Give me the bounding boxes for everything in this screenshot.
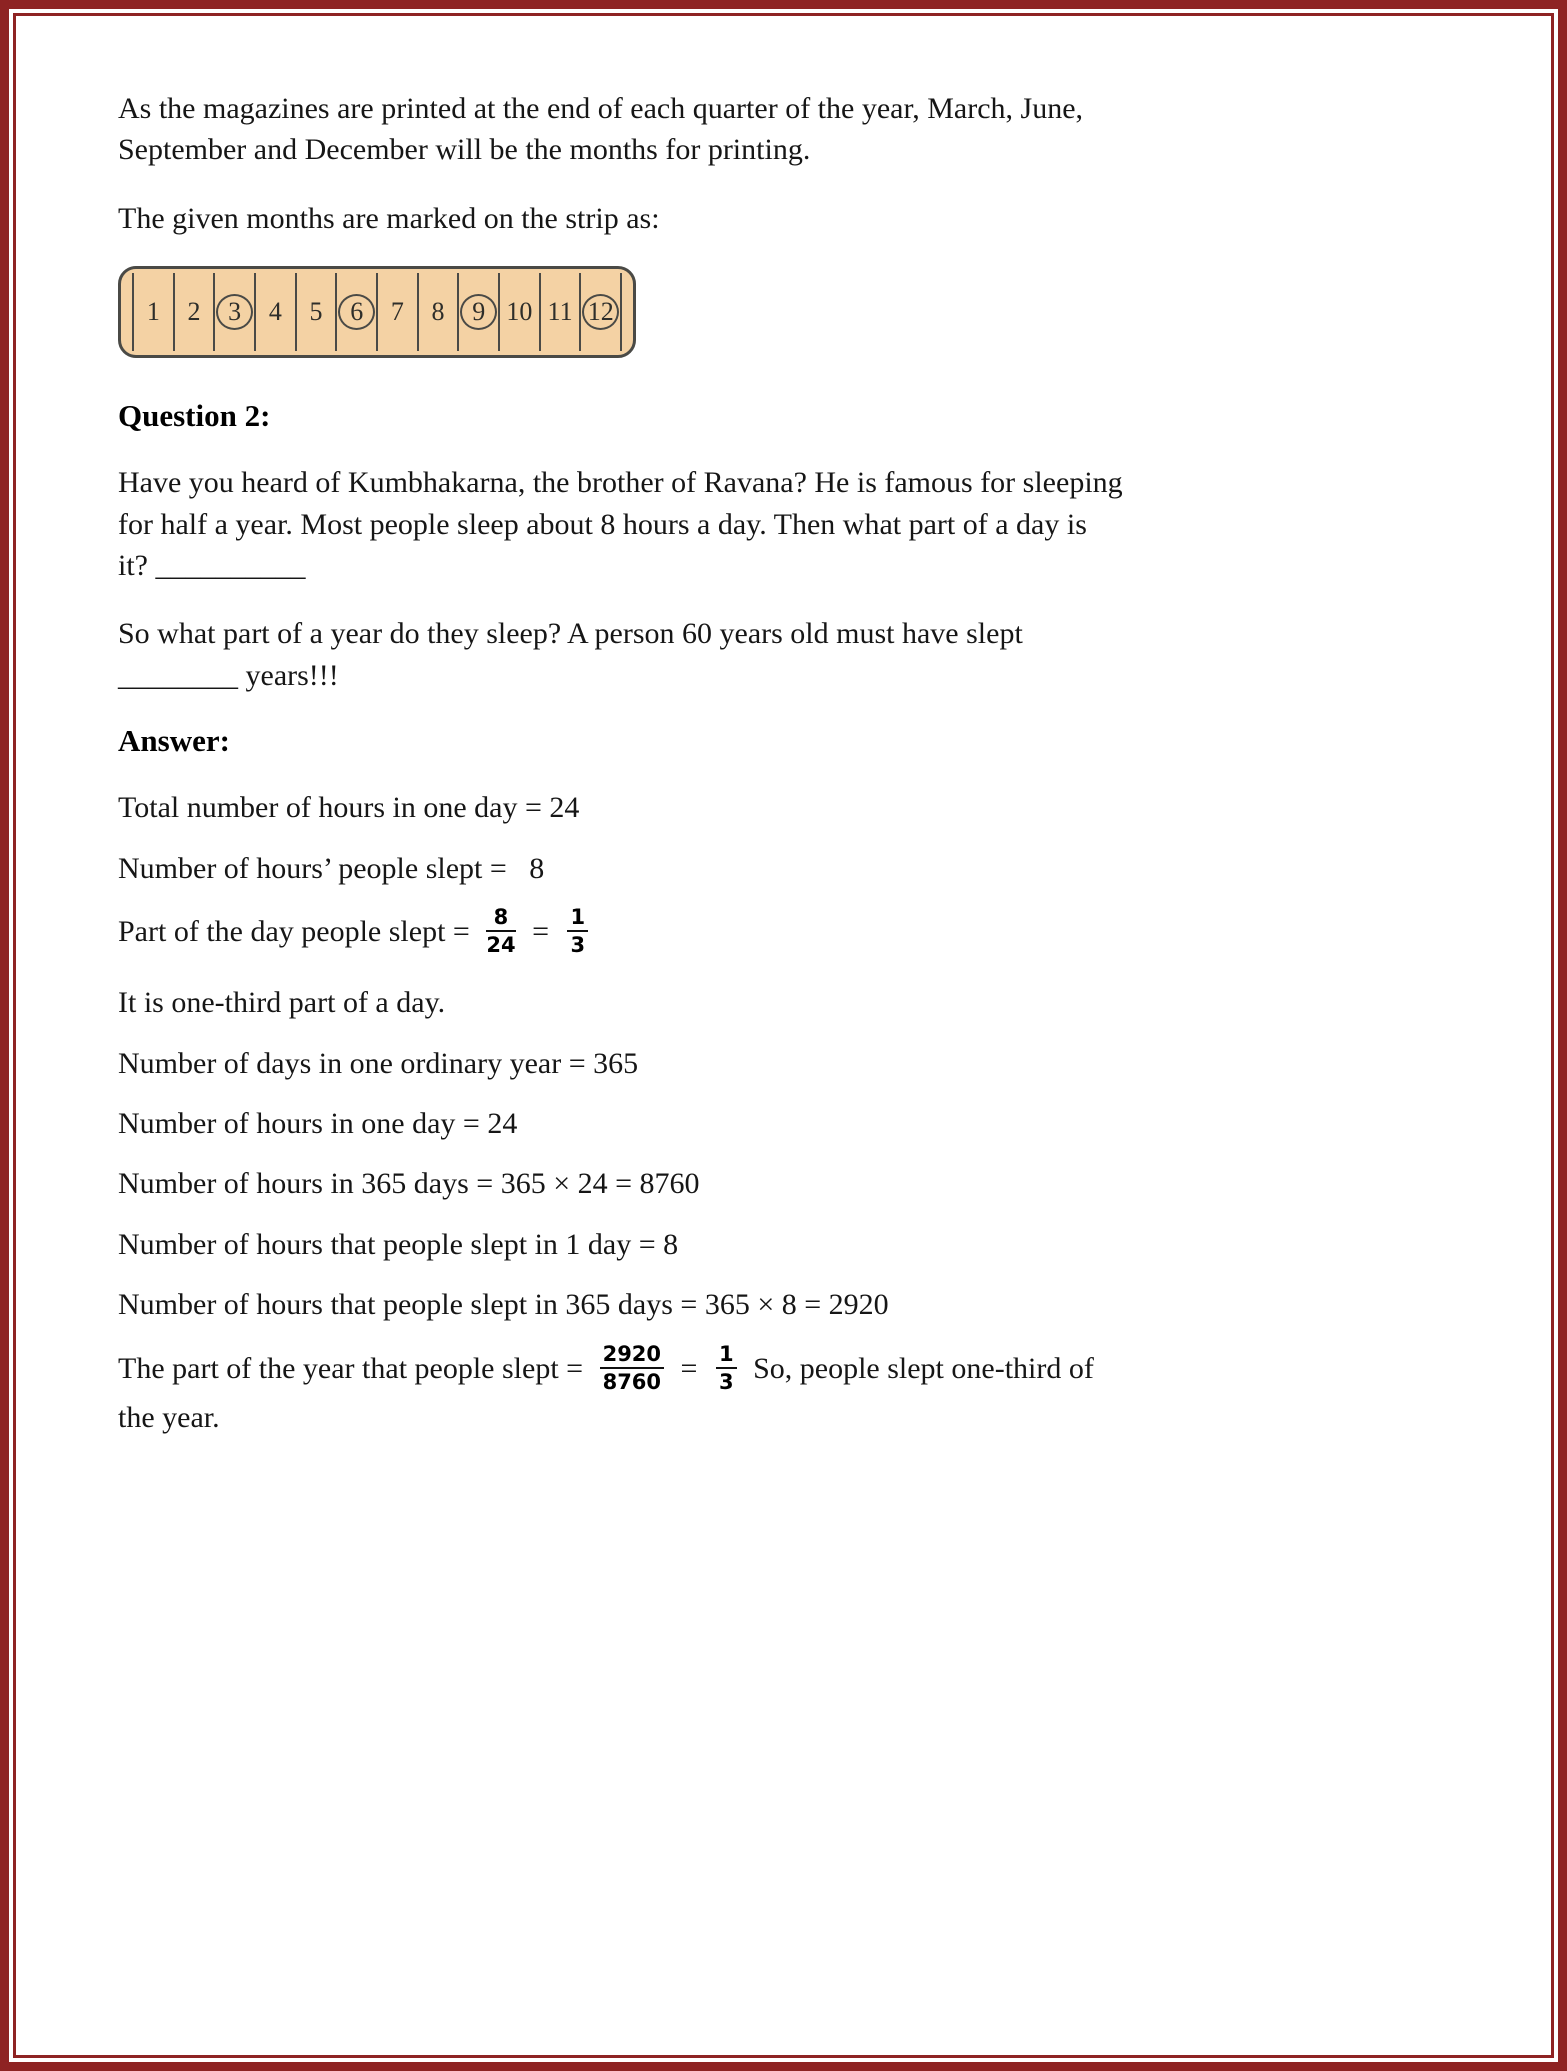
strip-cell — [297, 273, 338, 351]
fraction-denominator: 8760 — [602, 1369, 662, 1394]
fraction-denominator: 3 — [718, 1369, 734, 1394]
strip-cell — [419, 273, 460, 351]
circled-month-number: 12 — [582, 294, 619, 330]
fraction-denominator: 24 — [486, 933, 516, 958]
month-number: 1 — [146, 297, 160, 327]
part-of-year-text: The part of the year that people slept = — [118, 1351, 584, 1385]
answer-line-one-third-day: It is one-third part of a day. — [118, 986, 446, 1020]
answer-line-part-of-day — [118, 904, 1124, 960]
circled-month-number: 9 — [460, 294, 497, 330]
fraction-numerator: 1 — [716, 1342, 737, 1369]
month-number: 5 — [309, 297, 323, 327]
month-number: 10 — [506, 297, 533, 327]
page-inner-border — [13, 13, 1554, 2058]
answer-line-hours-in-365-days: Number of hours in 365 days = 365 × 24 = 8760 — [118, 1167, 700, 1201]
fraction-denominator: 3 — [570, 933, 586, 958]
fraction-2920-over-8760 — [600, 1342, 664, 1394]
answer-line-total-hours: Total number of hours in one day = 24 — [118, 791, 580, 825]
month-number: 7 — [390, 297, 404, 327]
intro-paragraph-2: The given months are marked on the strip as: — [118, 201, 660, 235]
circled-month-number: 3 — [216, 294, 253, 330]
strip-cell — [459, 273, 500, 351]
month-number: 2 — [187, 297, 201, 327]
answer-line-hours-slept: Number of hours’ people slept = 8 — [118, 851, 545, 885]
strip-cell — [541, 273, 582, 351]
strip-cell — [378, 273, 419, 351]
fraction-1-over-3 — [567, 905, 588, 957]
circled-month-number: 6 — [338, 294, 375, 330]
intro-paragraph-1: As the magazines are printed at the end of each quarter of the year, March, June, September and December will be the months for printing. — [118, 92, 1084, 167]
answer-line-part-of-year — [118, 1341, 1124, 1439]
part-of-day-text: Part of the day people slept = — [118, 914, 470, 948]
answer-line-slept-1-day: Number of hours that people slept in 1 day = 8 — [118, 1227, 679, 1261]
month-number: 8 — [431, 297, 445, 327]
equals-sign: = — [680, 1351, 698, 1385]
strip-cell — [337, 273, 378, 351]
page-content — [16, 16, 1124, 1438]
question-heading: Question 2: — [118, 398, 271, 434]
month-strip-cells — [132, 273, 622, 351]
strip-cell — [175, 273, 216, 351]
question-paragraph-1: Have you heard of Kumbhakarna, the brother of Ravana? He is famous for sleeping for half a year. Most people sleep about 8 hours a day. Then what part of a day is it? __________ — [118, 466, 1123, 582]
strip-cell — [256, 273, 297, 351]
fraction-numerator: 8 — [486, 905, 515, 932]
answer-line-slept-365-days: Number of hours that people slept in 365 days = 365 × 8 = 2920 — [118, 1288, 889, 1322]
conclusion-text: So, people slept one-third of the year. — [118, 1351, 1094, 1434]
strip-cell — [500, 273, 541, 351]
strip-cell — [581, 273, 620, 351]
answer-heading: Answer: — [118, 723, 230, 759]
answer-line-hours-in-day: Number of hours in one day = 24 — [118, 1106, 518, 1140]
strip-cell — [215, 273, 256, 351]
equals-sign: = — [532, 914, 549, 948]
month-number: 11 — [547, 297, 573, 327]
fraction-numerator: 1 — [567, 905, 588, 932]
fraction-numerator: 2920 — [600, 1342, 664, 1369]
fraction-8-over-24 — [486, 905, 515, 957]
fraction-1-over-3 — [716, 1342, 737, 1394]
strip-cell — [134, 273, 175, 351]
answer-line-days-in-year: Number of days in one ordinary year = 365 — [118, 1046, 639, 1080]
month-strip-diagram — [118, 266, 636, 358]
question-paragraph-2: So what part of a year do they sleep? A person 60 years old must have slept ________ years!!! — [118, 617, 1023, 692]
month-number: 4 — [268, 297, 282, 327]
